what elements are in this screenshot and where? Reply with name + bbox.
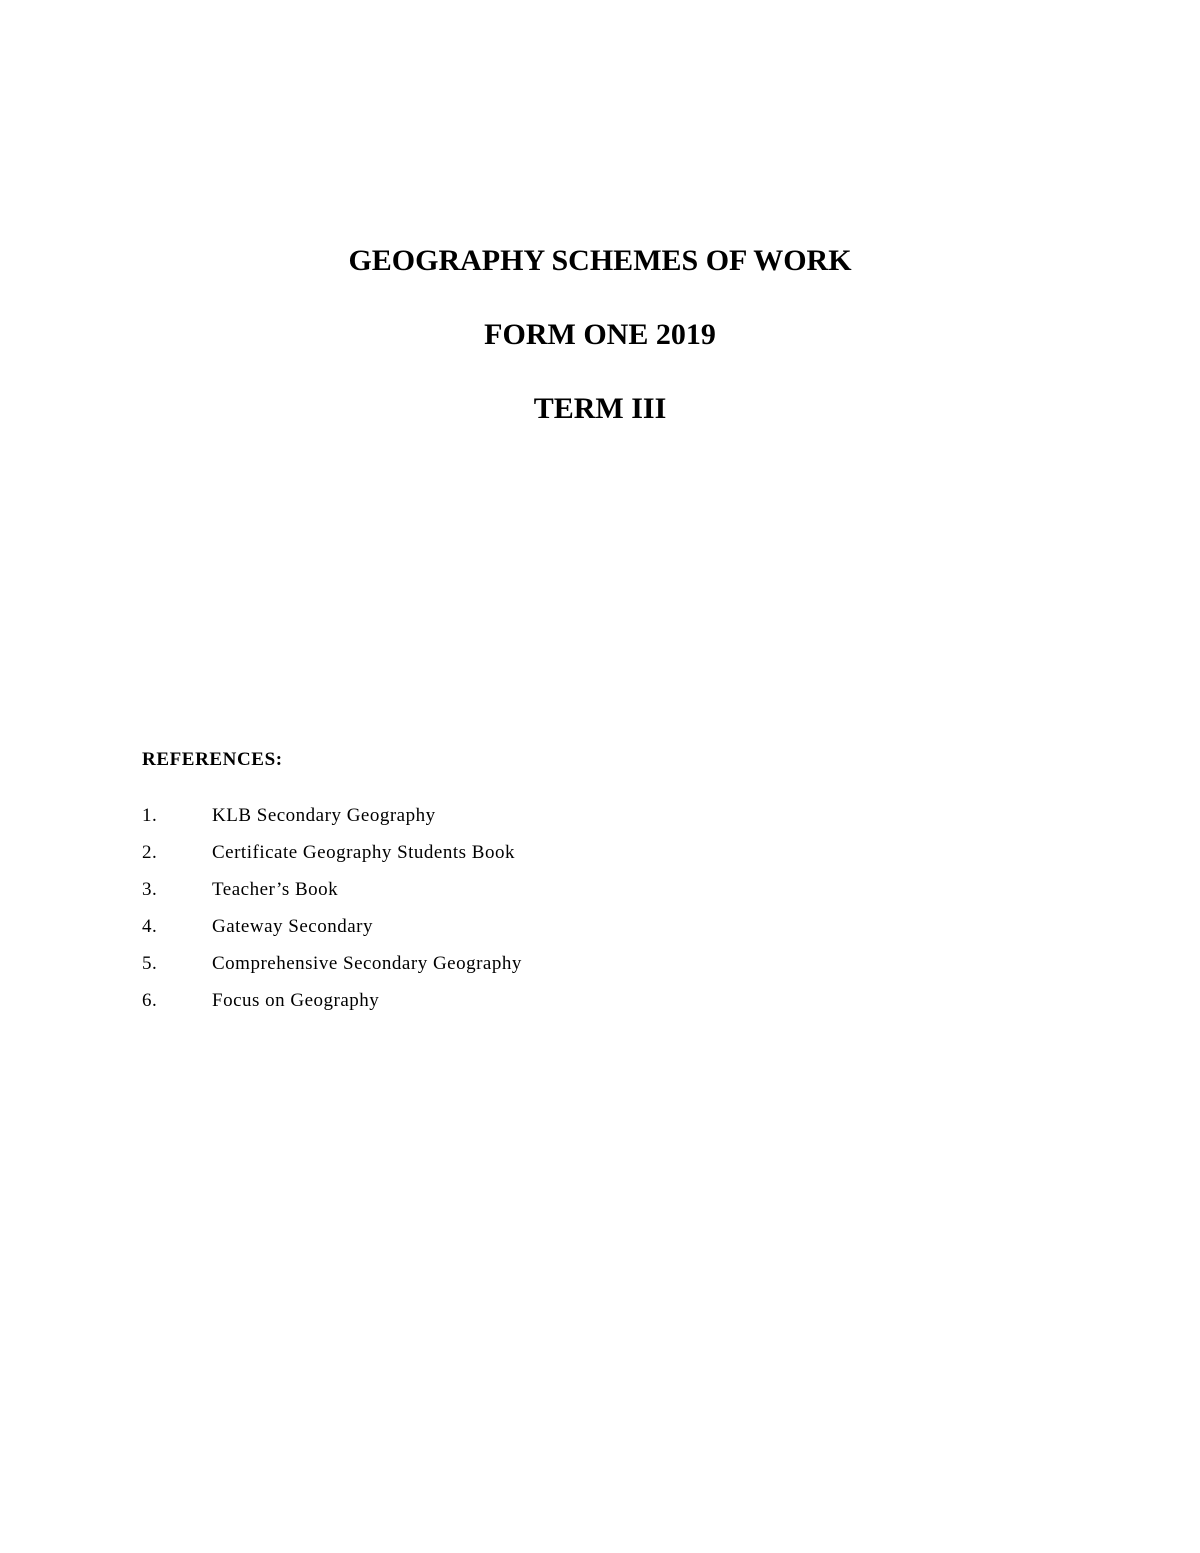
reference-text: Focus on Geography xyxy=(212,990,380,1011)
reference-text: Comprehensive Secondary Geography xyxy=(212,953,522,974)
reference-number: 5. xyxy=(142,953,158,974)
document-form-year: FORM ONE 2019 xyxy=(484,318,716,351)
document-term: TERM III xyxy=(533,392,667,425)
document-title: GEOGRAPHY SCHEMES OF WORK xyxy=(348,244,852,277)
references-heading: REFERENCES: xyxy=(142,749,283,770)
reference-text: Gateway Secondary xyxy=(212,916,373,937)
reference-text: Teacher’s Book xyxy=(212,879,339,900)
reference-number: 3. xyxy=(142,879,158,900)
reference-number: 4. xyxy=(142,916,158,937)
reference-number: 2. xyxy=(142,842,158,863)
reference-number: 1. xyxy=(142,805,158,826)
reference-text: Certificate Geography Students Book xyxy=(212,842,515,863)
reference-text: KLB Secondary Geography xyxy=(212,805,436,826)
reference-number: 6. xyxy=(142,990,158,1011)
